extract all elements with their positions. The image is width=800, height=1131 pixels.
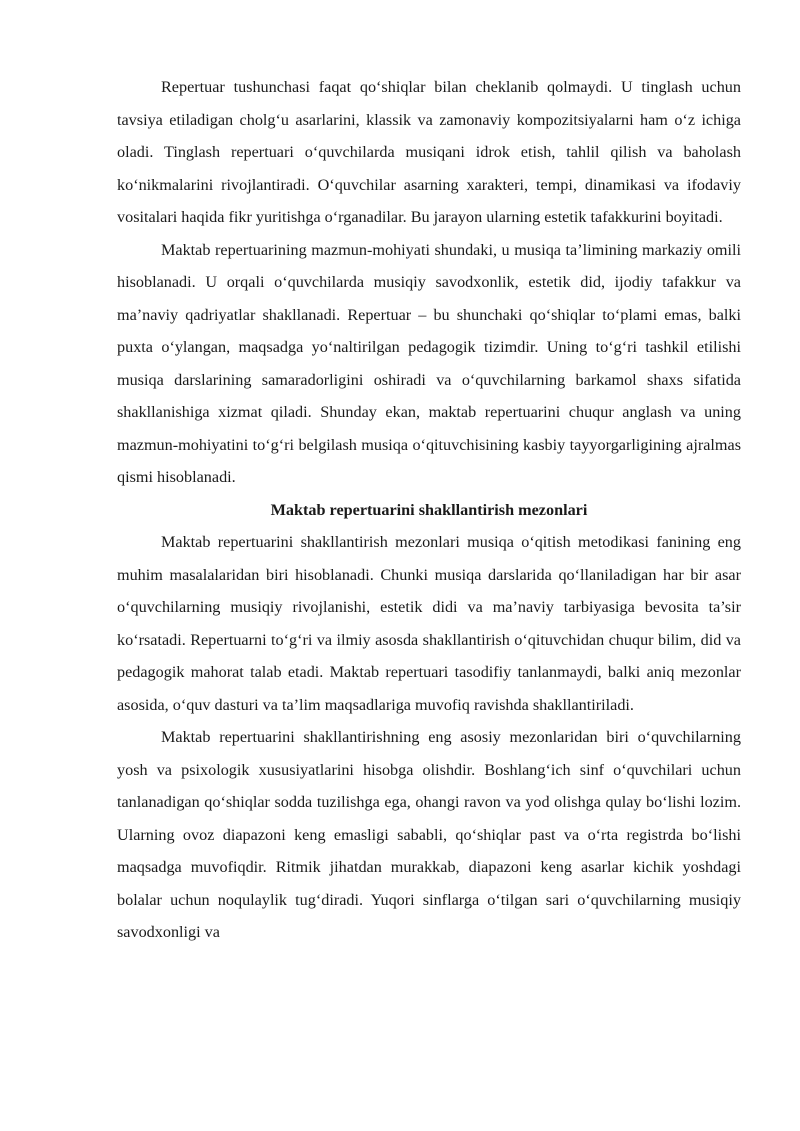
paragraph-repertoire-essence: Maktab repertuarining mazmun-mohiyati shundaki, u musiqa ta’limining markaziy omili hisoblanadi. U orqali o‘quvchilarda musiqiy savodxonlik, estetik did, ijodiy tafakkur va ma’naviy qadriyatlar shakllanadi. Repertuar – bu shunchaki qo‘shiqlar to‘plami emas, balki puxta o‘ylangan, maqsadga yo‘naltirilgan pedagogik tizimdir. Uning to‘g‘ri tashkil etilishi musiqa darslarining samaradorligini oshiradi va o‘quvchilarning barkamol shaxs sifatida shakllanishiga xizmat qiladi. Shunday ekan, maktab repertuarini chuqur anglash va uning mazmun-mohiyatini to‘g‘ri belgilash musiqa o‘qituvchisining kasbiy tayyorgarligining ajralmas qismi hisoblanadi. xyxy=(117,240,741,486)
paragraph-criteria-intro: Maktab repertuarini shakllantirish mezonlari musiqa o‘qitish metodikasi fanining eng muhim masalalaridan biri hisoblanadi. Chunki musiqa darslarida qo‘llaniladigan har bir asar o‘quvchilarning musiqiy rivojlanishi, estetik didi va ma’naviy tarbiyasiga bevosita ta’sir ko‘rsatadi. Repertuarni to‘g‘ri va ilmiy asosda shakllantirish o‘qituvchidan chuqur bilim, did va pedagogik mahorat talab etadi. Maktab repertuari tasodifiy tanlanmaydi, balki aniq mezonlar asosida, o‘quv dasturi va ta’lim maqsadlariga muvofiq ravishda shakllantiriladi. xyxy=(117,533,741,714)
paragraph-age-criteria: Maktab repertuarini shakllantirishning eng asosiy mezonlaridan biri o‘quvchilarning yosh va psixologik xususiyatlarini hisobga olishdir. Boshlang‘ich sinf o‘quvchilari uchun tanlanadigan qo‘shiqlar sodda tuzilishga ega, ohangi ravon va yod olishga qulay bo‘lishi lozim. Ularning ovoz diapazoni keng emasligi sababli, qo‘shiqlar past va o‘rta registrda bo‘lishi maqsadga muvofiqdir. Ritmik jihatdan murakkab, diapazoni keng asarlar kichik yoshdagi bolalar uchun noqulaylik tug‘diradi. Yuqori sinflarga o‘tilgan sari o‘quvchilarning musiqiy savodxonligi va xyxy=(117,728,741,941)
document-body xyxy=(117,71,741,949)
section-heading: Maktab repertuarini shakllantirish mezonlari xyxy=(270,500,588,519)
paragraph-repertoire-concept: Repertuar tushunchasi faqat qo‘shiqlar bilan cheklanib qolmaydi. U tinglash uchun tavsiya etiladigan cholg‘u asarlarini, klassik va zamonaviy kompozitsiyalarni ham o‘z ichiga oladi. Tinglash repertuari o‘quvchilarda musiqani idrok etish, tahlil qilish va baholash ko‘nikmalarini rivojlantiradi. O‘quvchilar asarning xarakteri, tempi, dinamikasi va ifodaviy vositalari haqida fikr yuritishga o‘rganadilar. Bu jarayon ularning estetik tafakkurini boyitadi. xyxy=(117,78,741,226)
